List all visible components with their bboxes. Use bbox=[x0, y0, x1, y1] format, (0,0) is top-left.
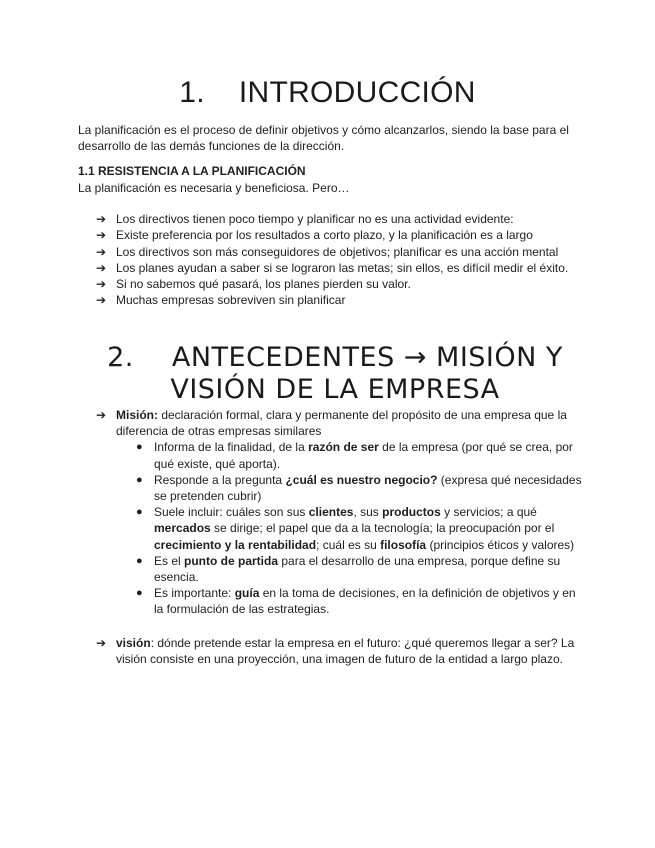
arrow-icon: ➔ bbox=[96, 277, 107, 292]
list-item: ● Es el punto de partida para el desarrollo de una empresa, porque define su esencia. bbox=[136, 553, 561, 585]
list-item: ➔ Muchas empresas sobreviven sin planificar bbox=[96, 293, 346, 308]
list-item: ➔ Los directivos tienen poco tiempo y planificar no es una actividad evidente: bbox=[96, 212, 514, 226]
bullet-icon: ● bbox=[136, 441, 143, 454]
section-1-number: 1. bbox=[179, 76, 205, 109]
bullet-icon: ● bbox=[136, 473, 143, 486]
list-item: ➔ Si no sabemos qué pasará, los planes pierden su valor. bbox=[96, 277, 411, 292]
arrow-icon: ➔ bbox=[96, 635, 107, 650]
list-item: ● Suele incluir: cuáles son sus clientes, sus productos y servicios; a qué mercados se dirige; el papel que da a la tecnología; la preocupación por el crecimiento y la rentabilidad; cuál es su filosofía (principios éticos y valores) bbox=[136, 505, 575, 552]
bullet-icon: ● bbox=[136, 587, 143, 600]
arrow-icon: ➔ bbox=[96, 260, 107, 275]
mission-vision-list bbox=[96, 407, 586, 667]
arrow-icon: ➔ bbox=[96, 293, 107, 308]
list-item: ➔ Existe preferencia por los resultados a corto plazo, y la planificación es a largo bbox=[96, 228, 533, 243]
mision-label: Misión: bbox=[116, 408, 158, 422]
vision-label: visión bbox=[116, 635, 151, 650]
section-1-heading bbox=[0, 76, 655, 110]
mision-text: declaración formal, clara y permanente del propósito de una empresa que la diferencia de otras empresas similares bbox=[116, 408, 567, 439]
section-2-number: 2. bbox=[107, 342, 134, 373]
list-item: ➔ Los planes ayudan a saber si se lograron las metas; sin ellos, es difícil medir el éxito. bbox=[96, 260, 569, 275]
list-item: ● Responde a la pregunta ¿cuál es nuestro negocio? (expresa qué necesidades se pretenden cubrir) bbox=[136, 472, 582, 504]
bullet-icon: ● bbox=[136, 554, 143, 567]
arrow-icon: ➔ bbox=[96, 408, 107, 422]
section-2-heading bbox=[100, 342, 570, 406]
vision-text: : dónde pretende estar la empresa en el futuro: ¿qué queremos llegar a ser? La visión consiste en una proyección, una imagen de futuro de la entidad a largo plazo. bbox=[116, 635, 575, 666]
list-item: ● Informa de la finalidad, de la razón de ser de la empresa (por qué se crea, por qué existe, qué aporta). bbox=[136, 440, 573, 471]
arrow-icon: ➔ bbox=[96, 212, 107, 226]
vision-item bbox=[96, 635, 586, 667]
resistance-list bbox=[96, 211, 586, 309]
arrow-icon: ➔ bbox=[96, 244, 107, 259]
bullet-icon: ● bbox=[136, 506, 143, 519]
subsection-intro: La planificación es necesaria y beneficiosa. Pero… bbox=[78, 181, 350, 195]
section-2-title: ANTECEDENTES → MISIÓN Y VISIÓN DE LA EMPRESA bbox=[170, 342, 563, 405]
mision-item bbox=[96, 407, 586, 618]
mision-points bbox=[116, 439, 586, 617]
list-item: ➔ Los directivos son más conseguidores de objetivos; planificar es una acción mental bbox=[96, 244, 559, 259]
subsection-heading: 1.1 RESISTENCIA A LA PLANIFICACIÓN bbox=[78, 164, 306, 178]
list-item: ● Es importante: guía en la toma de decisiones, en la definición de objetivos y en la formulación de las estrategias. bbox=[136, 586, 576, 617]
arrow-icon: ➔ bbox=[96, 228, 107, 243]
intro-paragraph: La planificación es el proceso de definir objetivos y cómo alcanzarlos, siendo la base para el desarrollo de las demás funciones de la dirección. bbox=[78, 123, 569, 153]
section-1-title: INTRODUCCIÓN bbox=[238, 76, 476, 109]
